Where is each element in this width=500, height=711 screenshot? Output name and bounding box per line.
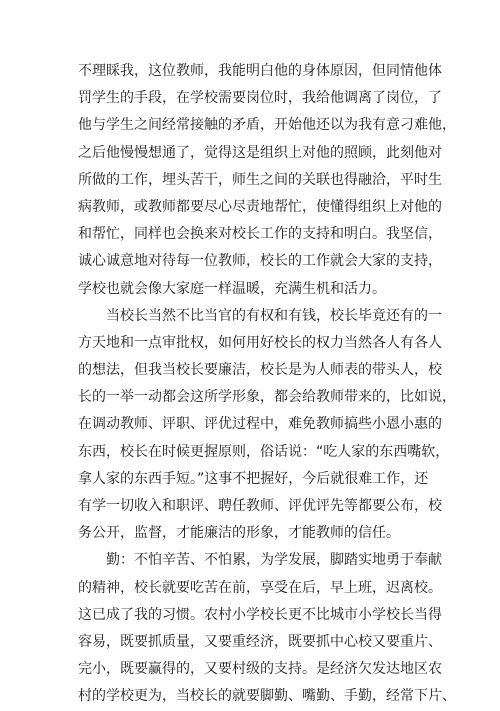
text-line: 村的学校更为，当校长的就要脚勤、嘴勤、手勤，经常下片、 bbox=[78, 688, 456, 705]
text-line: 他与学生之间经常接触的矛盾，开始他还以为我有意刁难他， bbox=[78, 117, 456, 134]
text-line: 之后他慢慢想通了，觉得这是组织上对他的照顾，此刻他对 bbox=[78, 144, 442, 161]
text-line: 勤：不怕辛苦、不怕累，为学发展，脚踏实地勇于奉献 bbox=[106, 552, 442, 569]
text-line: 拿人家的东西手短。”这事不把握好，今后就很难工作，还 bbox=[78, 470, 429, 487]
text-line: 方天地和一点审批权，如何用好校长的权力当然各人有各人 bbox=[78, 334, 442, 351]
text-line: 完小，既要赢得的，又要村级的支持。是经济欠发达地区农 bbox=[78, 661, 442, 678]
text-line: 当校长当然不比当官的有权和有钱，校长毕竟还有的一 bbox=[106, 307, 442, 324]
text-line: 的想法，但我当校长要廉洁，校长是为人师表的带头人，校 bbox=[78, 362, 442, 379]
text-line: 东西，校长在时候更握原则，俗话说：“吃人家的东西嘴软， bbox=[78, 443, 450, 460]
text-line: 在调动教师、评职、评优过程中，难免教师搞些小恩小惠的 bbox=[78, 416, 442, 433]
text-line: 的精神，校长就要吃苦在前，享受在后，早上班，迟离校。 bbox=[78, 579, 442, 596]
text-line: 务公开，监督，才能廉洁的形象，才能教师的信任。 bbox=[78, 525, 400, 542]
text-line: 长的一举一动都会这所学形象，都会给教师带来的，比如说， bbox=[78, 389, 456, 406]
text-line: 不理睬我，这位教师，我能明白他的身体原因，但同情他体 bbox=[78, 63, 442, 79]
text-line: 病教师，或教师都要尽心尽责地帮忙，使懂得组织上对他的 bbox=[78, 198, 442, 215]
text-line: 学校也就会像大家庭一样温暖，充满生机和活力。 bbox=[78, 280, 386, 297]
text-line: 罚学生的手段，在学校需要岗位时，我给他调离了岗位，了 bbox=[78, 90, 442, 107]
text-line: 所做的工作，埋头苦干，师生之间的关联也得融洽，平时生 bbox=[78, 171, 442, 188]
text-line: 和帮忙，同样也会换来对校长工作的支持和明白。我坚信， bbox=[78, 226, 442, 243]
text-line: 这已成了我的习惯。农村小学校长更不比城市小学校长当得 bbox=[78, 606, 442, 623]
text-line: 诚心诚意地对待每一位教师，校长的工作就会大家的支持， bbox=[78, 253, 442, 270]
document-body bbox=[78, 58, 456, 711]
text-line: 有学一切收入和职评、聘任教师、评优评先等都要公布，校 bbox=[78, 498, 442, 514]
text-line: 容易，既要抓质量，又要重经济，既要抓中心校又要重片、 bbox=[78, 633, 442, 650]
